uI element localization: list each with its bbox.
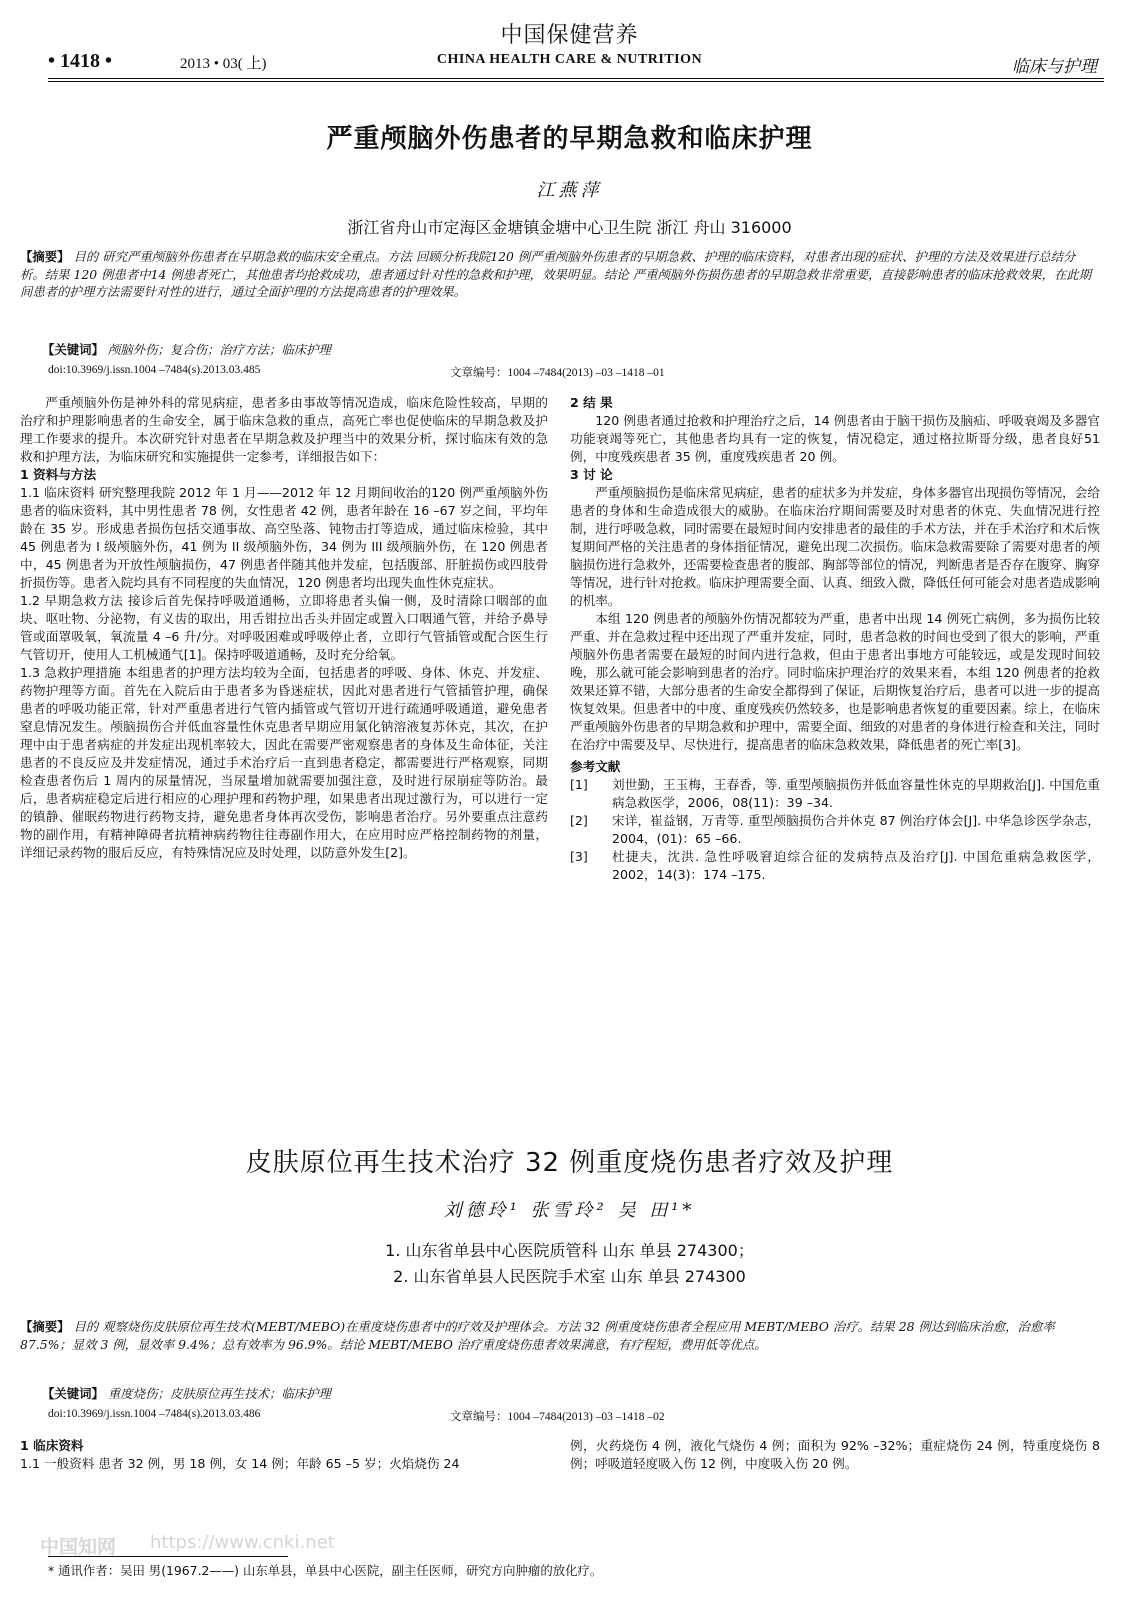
issue-date: 2013 • 03( 上)	[180, 56, 267, 72]
article2-right-column	[570, 1437, 1100, 1473]
reference-item	[570, 848, 1100, 884]
article1-author: 江燕萍	[536, 180, 603, 201]
reference-item	[570, 776, 1100, 812]
keywords-text: 颅脑外伤；复合伤；治疗方法；临床护理	[107, 342, 331, 357]
footnote-rule	[48, 1556, 288, 1557]
keywords-text: 重度烧伤；皮肤原位再生技术；临床护理	[107, 1386, 331, 1401]
abstract-text: 目的 观察烧伤皮肤原位再生技术(MEBT/MEBO)在重度烧伤患者中的疗效及护理体会。方法 32 例重度烧伤患者全程应用 MEBT/MEBO 治疗。结果 28 例达到临床治愈，治愈率 87.5%；显效 3 例，显效率 9.4%；总有效率为 96.9%。结论 MEBT/MEBO 治疗重度烧伤患者效果满意，有疗程短，费用低等优点。	[20, 1319, 1055, 1352]
paragraph: 1.1 一般资料 患者 32 例，男 18 例，女 14 例；年龄 65 –5 岁；火焰烧伤 24	[20, 1456, 460, 1471]
article2-keywords	[42, 1384, 331, 1402]
section-heading: 1 临床资料	[20, 1438, 84, 1453]
reference-number: [3]	[570, 849, 588, 864]
article1-right-body	[570, 394, 1100, 754]
watermark-url: https://www.cnki.net	[150, 1532, 335, 1553]
article1-doi: doi:10.3969/j.issn.1004 –7484(s).2013.03.485	[48, 364, 261, 376]
abstract-label: 【摘要】	[20, 249, 70, 264]
article2-doi: doi:10.3969/j.issn.1004 –7484(s).2013.03.486	[48, 1408, 261, 1420]
footnote: * 通讯作者：吴田 男(1967.2——) 山东单县，单县中心医院，副主任医师，研究方向肿瘤的放化疗。	[48, 1563, 603, 1578]
watermark-logo: 中国知网	[40, 1536, 117, 1558]
reference-text: 刘世勤，王玉梅，王春香，等. 重型颅脑损伤并低血容量性休克的早期救治[J]. 中国危重病急救医学，2006，08(11)：39 –34.	[612, 777, 1100, 810]
reference-number: [2]	[570, 813, 588, 828]
section-heading: 2 结 果	[570, 395, 613, 410]
keywords-label: 【关键词】	[42, 1386, 104, 1401]
reference-text: 杜捷夫，沈洪. 急性呼吸窘迫综合征的发病特点及治疗[J]. 中国危重病急救医学，2002，14(3)：174 –175.	[612, 849, 1100, 882]
paragraph: 120 例患者通过抢救和护理治疗之后，14 例患者由于脑干损伤及脑疝、呼吸衰竭及多器官功能衰竭等死亡，其他患者均具有一定的恢复，情况稳定，通过格拉斯哥分级，患者良好51 例，中度残疾患者 35 例，重度残疾患者 20 例。	[570, 413, 1100, 464]
section-heading: 1 资料与方法	[20, 467, 97, 482]
abstract-text: 目的 研究严重颅脑外伤患者在早期急救的临床安全重点。方法 回顾分析我院120 例严重颅脑外伤患者的早期急救、护理的临床资料，对患者出现的症状、护理的方法及效果进行总结分析。结果 120 例患者中14 例患者死亡，其他患者均抢救成功，患者通过针对性的急救和护理，效果明显。结论 严重颅脑外伤损伤患者的早期急救非常重要，直接影响患者的临床抢救效果，在此期间患者的护理方法需要针对性的进行，通过全面护理的方法提高患者的护理效果。	[20, 249, 1092, 299]
page-number: • 1418 •	[48, 50, 113, 72]
article2-title: 皮肤原位再生技术治疗 32 例重度烧伤患者疗效及护理	[245, 1148, 894, 1178]
article2-left-column	[20, 1437, 548, 1473]
keywords-label: 【关键词】	[42, 342, 104, 357]
section-heading: 3 讨 论	[570, 467, 613, 482]
references-list	[570, 776, 1100, 884]
article2-affiliation-2: 2. 山东省单县人民医院手术室 山东 单县 274300	[393, 1267, 746, 1286]
article2-abstract	[20, 1318, 1100, 1353]
paragraph: 严重颅脑损伤是临床常见病症，患者的症状多为并发症，身体多器官出现损伤等情况，会给患者的身体和生命造成很大的威胁。在临床治疗期间需要及时对患者的休克、失血情况进行控制，进行呼吸急救，同时需要在最短时间内安排患者的最佳的手术方法，并在手术治疗和术后恢复期间严格的关注患者的身体指征情况，避免出现二次损伤。临床急救需要除了需要对患者的颅脑损伤进行急救外，还需要检查患者的腹部、胸部等部位的情况，判断患者是否存在腹穿、胸穿等情况，进行针对抢救。临床护理需要全面、认真、细致入微，降低任何可能会对患者造成影响的机率。	[570, 485, 1100, 608]
reference-text: 宋详，崔益钢，万青等. 重型颅脑损伤合并休克 87 例治疗体会[J]. 中华急诊医学杂志，2004，(01)：65 –66.	[612, 813, 1100, 846]
journal-name-cn: 中国保健营养	[500, 23, 639, 48]
header-rule-thin	[48, 81, 1104, 82]
paragraph: 本组 120 例患者的颅脑外伤情况都较为严重，患者中出现 14 例死亡病例，多为损伤比较严重、并在急救过程中还出现了严重并发症，同时，患者急救的时间也受到了很大的影响，严重颅脑外伤患者需要在最短的时间内进行急救，但由于患者出事地方可能较远，或是发现时间较晚，那么就可能会影响到患者的治疗。同时临床护理治疗的效果来看，本组 120 例患者的抢救效果还算不错，大部分患者的生命安全都得到了保证，后期恢复治疗后，患者可以进一步的提高恢复效果。但患者中的中度、重度残疾仍然较多，也是影响患者恢复的重要因素。综上，在临床严重颅脑外伤患者的早期急救和护理中，需要全面、细致的对患者的身体进行检查和关注，同时在治疗中需要及早、尽快进行，提高患者的临床急救效果，降低患者的死亡率[3]。	[570, 611, 1100, 752]
article1-article-number: 文章编号：1004 –7484(2013) –03 –1418 –01	[450, 367, 665, 379]
article1-affiliation: 浙江省舟山市定海区金塘镇金塘中心卫生院 浙江 舟山 316000	[347, 218, 792, 237]
reference-item	[570, 812, 1100, 848]
paragraph: 1.3 急救护理措施 本组患者的护理方法均较为全面，包括患者的呼吸、身体、休克、并发症、药物护理等方面。首先在入院后由于患者多为昏迷症状，因此对患者进行气管插管护理，确保患者的呼吸功能正常，针对严重患者进行气管内插管或气管切开进行疏通呼吸通道，避免患者窒息情况发生。颅脑损伤合并低血容量性休克患者早期应用氯化钠溶液复苏休克，其次，在护理中由于患者病症的并发症出现机率较大，因此在需要严密观察患者的身体及生命体征，关注患者的不良反应及并发症情况，通过手术治疗后一直到患者稳定，都需要进行严格观察，同期检查患者伤后 1 周内的尿量情况，当尿量增加就需要加强注意，及时进行尿崩症等防治。最后，患者病症稳定后进行相应的心理护理和药物护理，如果患者出现过激行为，可以进行一定的镇静、催眠药物进行药物支持，避免患者身体再次受伤，影响患者治疗。另外要重点注意药物的副作用，有精神障碍者抗精神病药物往往毒副作用大，在应用时应严格控制药物的剂量，详细记录药物的服后反应，有特殊情况应及时处理，以防意外发生[2]。	[20, 665, 548, 860]
paragraph: 1.1 临床资料 研究整理我院 2012 年 1 月——2012 年 12 月期间收治的120 例严重颅脑外伤患者的临床资料，其中男性患者 78 例，女性患者 42 例，患者年龄在 16 –67 岁之间，平均年龄在 35 岁。形成患者损伤包括交通事故、高空坠落、钝物击打等造成，通过临床检验，其中45 例患者为 I 级颅脑外伤，41 例为 II 级颅脑外伤，34 例为 III 级颅脑外伤，在 120 例患者中，45 例患者为开放性颅脑损伤，47 例患者伴随其他并发症，包括腹部、肝脏损伤或四肢骨折损伤等。患者入院均具有不同程度的失血情况，120 例患者均出现失血性休克症状。	[20, 485, 548, 590]
paragraph: 例，火药烧伤 4 例，液化气烧伤 4 例；面积为 92% –32%；重症烧伤 24 例，特重度烧伤 8 例；呼吸道轻度吸入伤 12 例，中度吸入伤 20 例。	[570, 1438, 1100, 1471]
paragraph: 严重颅脑外伤是神外科的常见病症，患者多由事故等情况造成，临床危险性较高，早期的治疗和护理影响患者的生命安全，属于临床急救的重点，高死亡率也促使临床的早期急救及护理工作要求的提升。本次研究针对患者在早期急救及护理当中的效果分析，探讨临床有效的急救和护理方法，为临床研究和实施提供一定参考，详细报告如下：	[20, 395, 548, 464]
article2-authors: 刘德玲¹ 张雪玲² 吴 田¹*	[443, 1200, 696, 1221]
article1-keywords	[42, 340, 331, 358]
article1-right-column	[570, 394, 1100, 1114]
article1-abstract	[20, 248, 1100, 301]
article2-affiliation-1: 1. 山东省单县中心医院质管科 山东 单县 274300；	[385, 1241, 754, 1260]
section-name: 临床与护理	[1012, 57, 1097, 77]
abstract-label: 【摘要】	[20, 1319, 70, 1334]
article1-title: 严重颅脑外伤患者的早期急救和临床护理	[326, 124, 813, 154]
header-rule	[48, 78, 1104, 79]
journal-name-en: CHINA HEALTH CARE & NUTRITION	[436, 52, 703, 67]
reference-number: [1]	[570, 777, 588, 792]
references-title: 参考文献	[570, 759, 621, 774]
paragraph: 1.2 早期急救方法 接诊后首先保持呼吸道通畅，立即将患者头偏一侧，及时清除口咽部的血块、呕吐物、分泌物，有义齿的取出，用舌钳拉出舌头并固定或置入口咽通气管，并给予鼻导管或面罩吸氧，氧流量 4 –6 升/分。对呼吸困难或呼吸停止者，立即行气管插管或配合医生行气管切开，使用人工机械通气[1]。保持呼吸道通畅，及时充分给氧。	[20, 593, 548, 662]
article2-article-number: 文章编号：1004 –7484(2013) –03 –1418 –02	[450, 1411, 665, 1423]
article1-left-column	[20, 394, 548, 1114]
